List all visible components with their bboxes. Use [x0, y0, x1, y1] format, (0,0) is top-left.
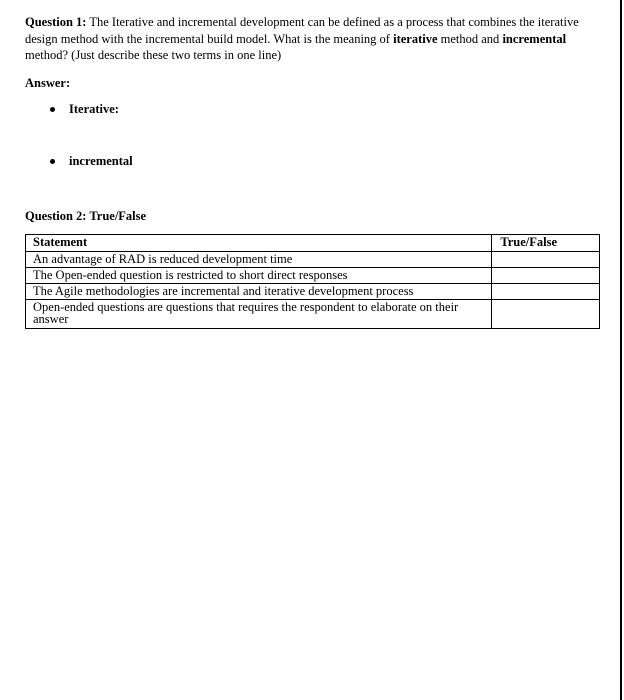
- answer-cell[interactable]: [492, 252, 600, 268]
- table-row: [26, 252, 600, 268]
- answer-cell[interactable]: [492, 300, 600, 329]
- statement-cell: An advantage of RAD is reduced development time: [26, 252, 492, 268]
- header-statement: Statement: [26, 235, 492, 252]
- table-header-row: [26, 235, 600, 252]
- answer-item-label: incremental: [69, 154, 133, 168]
- question-1-bold-incremental: incremental: [502, 31, 567, 46]
- question-1-paragraph: [25, 14, 595, 64]
- question-1-text-part3: method? (Just describe these two terms in one line): [25, 48, 282, 62]
- table-row: [26, 284, 600, 300]
- page-right-border: [620, 0, 622, 700]
- answer-item-iterative: [50, 102, 119, 117]
- answer-cell[interactable]: [492, 284, 600, 300]
- answer-item-label: Iterative:: [69, 102, 119, 116]
- bullet-icon: [50, 107, 55, 112]
- true-false-table: [25, 234, 600, 329]
- question-1-label: Question 1:: [25, 15, 87, 29]
- table-row: [26, 300, 600, 329]
- header-true-false: True/False: [492, 235, 600, 252]
- statement-cell: Open-ended questions are questions that requires the respondent to elaborate on their answer: [26, 300, 492, 329]
- bullet-icon: [50, 159, 55, 164]
- statement-cell: The Agile methodologies are incremental and iterative development process: [26, 284, 492, 300]
- question-1-text-part2: method and: [437, 31, 503, 46]
- table-row: [26, 268, 600, 284]
- answer-label: Answer:: [25, 76, 71, 90]
- question-2-title: Question 2: True/False: [25, 209, 147, 223]
- answer-cell[interactable]: [492, 268, 600, 284]
- question-1-bold-iterative: iterative: [393, 31, 438, 46]
- statement-cell: The Open-ended question is restricted to short direct responses: [26, 268, 492, 284]
- answer-item-incremental: [50, 154, 133, 169]
- question-1-text-part1: The Iterative and incremental development can be defined as a process that combines the iterative design method with the incremental build model. What is the meaning of: [25, 15, 579, 46]
